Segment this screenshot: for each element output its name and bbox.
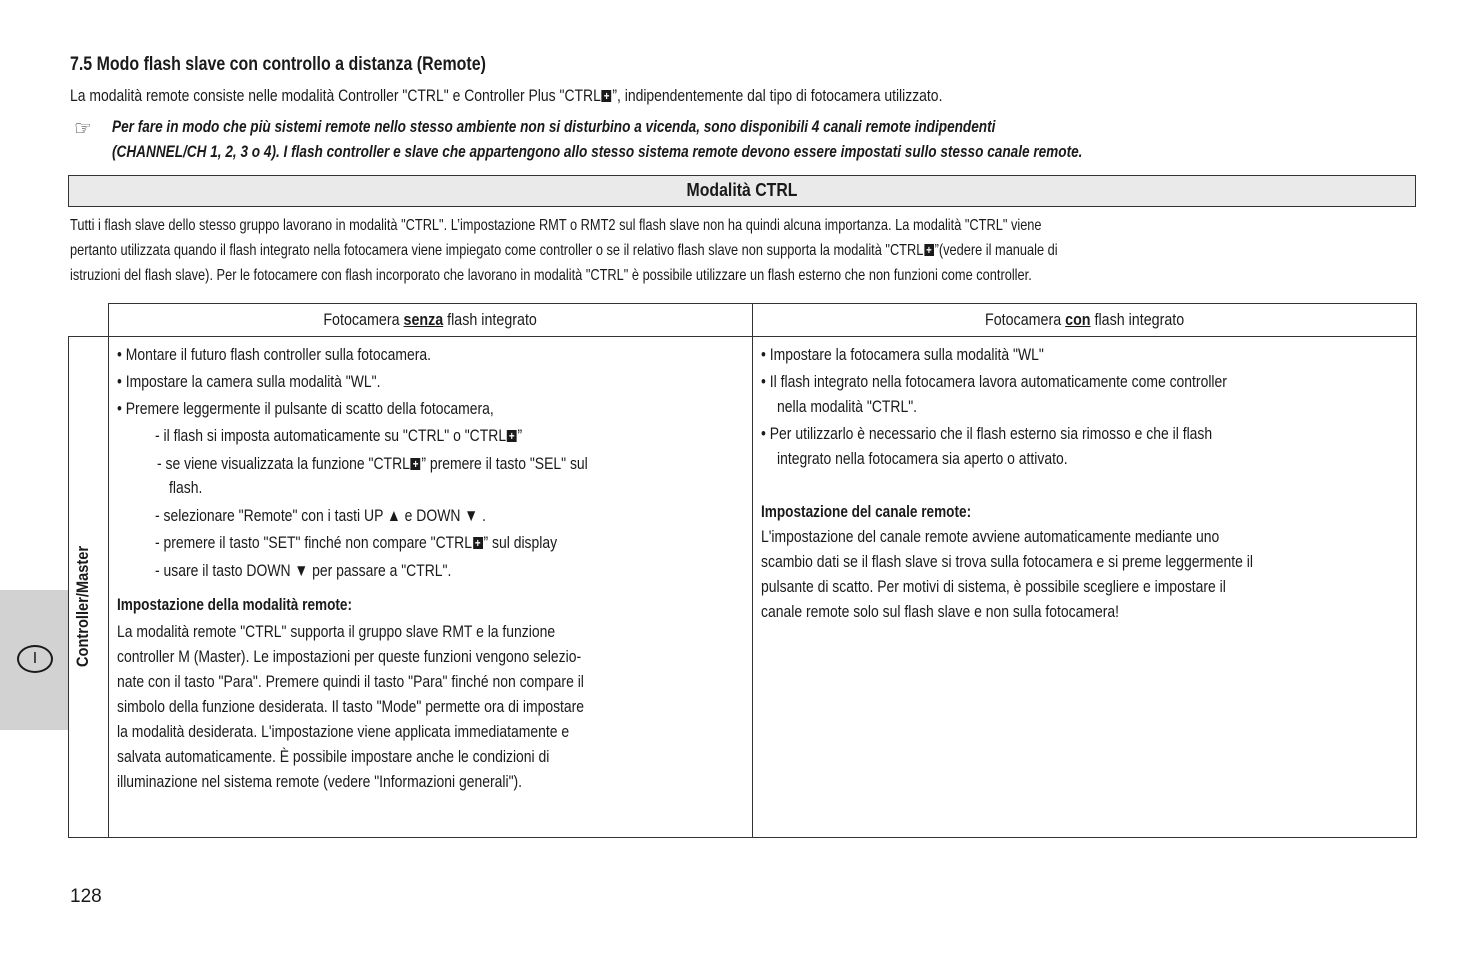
paragraph-line: La modalità remote "CTRL" supporta il gruppo slave RMT e la funzione — [117, 622, 556, 641]
pointing-hand-icon: ☞ — [74, 118, 92, 140]
list-item: • Montare il futuro flash controller sulla fotocamera. — [117, 345, 432, 364]
note-line-2: (CHANNEL/CH 1, 2, 3 o 4). I flash controller e slave che appartengono allo stesso sistema remote devono essere impostati sullo stesso canale remote. — [112, 142, 1083, 161]
paragraph-line: scambio dati se il flash slave si trova sulla fotocamera e si preme leggermente il — [761, 552, 1253, 571]
paragraph-line: pulsante di scatto. Per motivi di sistema, è possibile scegliere e impostare il — [761, 577, 1226, 596]
list-item: - se viene visualizzata la funzione "CTRL + ” premere il tasto "SEL" sul — [157, 454, 588, 473]
paragraph-line: controller M (Master). Le impostazioni per queste funzioni vengono selezio- — [117, 647, 582, 666]
language-tab-label: I — [17, 645, 53, 673]
intro-text: La modalità remote consiste nelle modalità Controller "CTRL" e Controller Plus "CTRL + ”, indipendentemente dal tipo di fotocamera utilizzato. — [70, 86, 943, 105]
plus-icon: + — [473, 537, 483, 549]
section-title: 7.5 Modo flash slave con controllo a distanza (Remote) — [70, 54, 486, 75]
paragraph-line: L'impostazione del canale remote avviene automaticamente mediante uno — [761, 527, 1220, 546]
plus-icon: + — [507, 430, 517, 442]
paragraph-line: nate con il tasto "Para". Premere quindi il tasto "Para" finché non compare il — [117, 672, 584, 691]
row-label-cell — [68, 336, 109, 838]
list-item: • Premere leggermente il pulsante di scatto della fotocamera, — [117, 399, 494, 418]
paragraph-line: simbolo della funzione desiderata. Il tasto "Mode" permette ora di impostare — [117, 697, 585, 716]
list-item: • Impostare la camera sulla modalità "WL". — [117, 372, 381, 391]
list-item: • Per utilizzarlo è necessario che il flash esterno sia rimosso e che il flash — [761, 424, 1213, 443]
row-label-controller-master: Controller/Master — [73, 545, 92, 667]
description-line-3: istruzioni del flash slave). Per le fotocamere con flash incorporato che lavorano in modalità "CTRL" è possibile utilizzare un flash esterno che non funzioni come controller. — [70, 267, 1032, 284]
cell-with-flash — [752, 336, 1417, 838]
cell-without-flash — [108, 336, 753, 838]
description-line-1: Tutti i flash slave dello stesso gruppo lavorano in modalità "CTRL". L’impostazione RMT o RMT2 sul flash slave non ha quindi alcuna importanza. La modalità "CTRL" viene — [70, 217, 1042, 234]
list-item: - selezionare "Remote" con i tasti UP ▲ e DOWN ▼ . — [155, 506, 486, 525]
list-item: - premere il tasto "SET" finché non compare "CTRL + ” sul display — [155, 533, 558, 552]
description-line-2: pertanto utilizzata quando il flash integrato nella fotocamera viene impiegato come controller o se il relativo flash slave non supporta la modalità "CTRL + ”(vedere il manuale di — [70, 242, 1058, 259]
list-item: - usare il tasto DOWN ▼ per passare a "CTRL". — [155, 561, 452, 580]
list-item: - il flash si imposta automaticamente su "CTRL" o "CTRL + ” — [155, 426, 523, 445]
mode-table — [68, 303, 1417, 838]
plus-icon: + — [926, 243, 932, 257]
list-item: integrato nella fotocamera sia aperto o attivato. — [777, 449, 1068, 468]
plus-icon: + — [602, 90, 612, 102]
plus-icon: + — [411, 458, 421, 470]
note-line-1: Per fare in modo che più sistemi remote nello stesso ambiente non si disturbino a vicenda, sono disponibili 4 canali remote indipendenti — [112, 117, 996, 136]
paragraph-line: la modalità desiderata. L'impostazione viene applicata immediatamente e — [117, 722, 570, 741]
paragraph-line: canale remote solo sul flash slave e non sulla fotocamera! — [761, 602, 1119, 621]
list-item: • Il flash integrato nella fotocamera lavora automaticamente come controller — [761, 372, 1227, 391]
remote-mode-heading: Impostazione della modalità remote: — [117, 595, 353, 614]
header-without-flash: Fotocamera senza flash integrato — [108, 303, 753, 337]
list-item: nella modalità "CTRL". — [777, 397, 918, 416]
remote-channel-heading: Impostazione del canale remote: — [761, 502, 972, 521]
header-with-flash: Fotocamera con flash integrato — [752, 303, 1417, 337]
list-item: flash. — [169, 478, 203, 497]
mode-heading: Modalità CTRL — [68, 175, 1416, 207]
page-number: 128 — [70, 886, 102, 907]
paragraph-line: illuminazione nel sistema remote (vedere "Informazioni generali"). — [117, 772, 523, 791]
list-item: • Impostare la fotocamera sulla modalità "WL" — [761, 345, 1044, 364]
paragraph-line: salvata automaticamente. È possibile impostare anche le condizioni di — [117, 747, 550, 766]
